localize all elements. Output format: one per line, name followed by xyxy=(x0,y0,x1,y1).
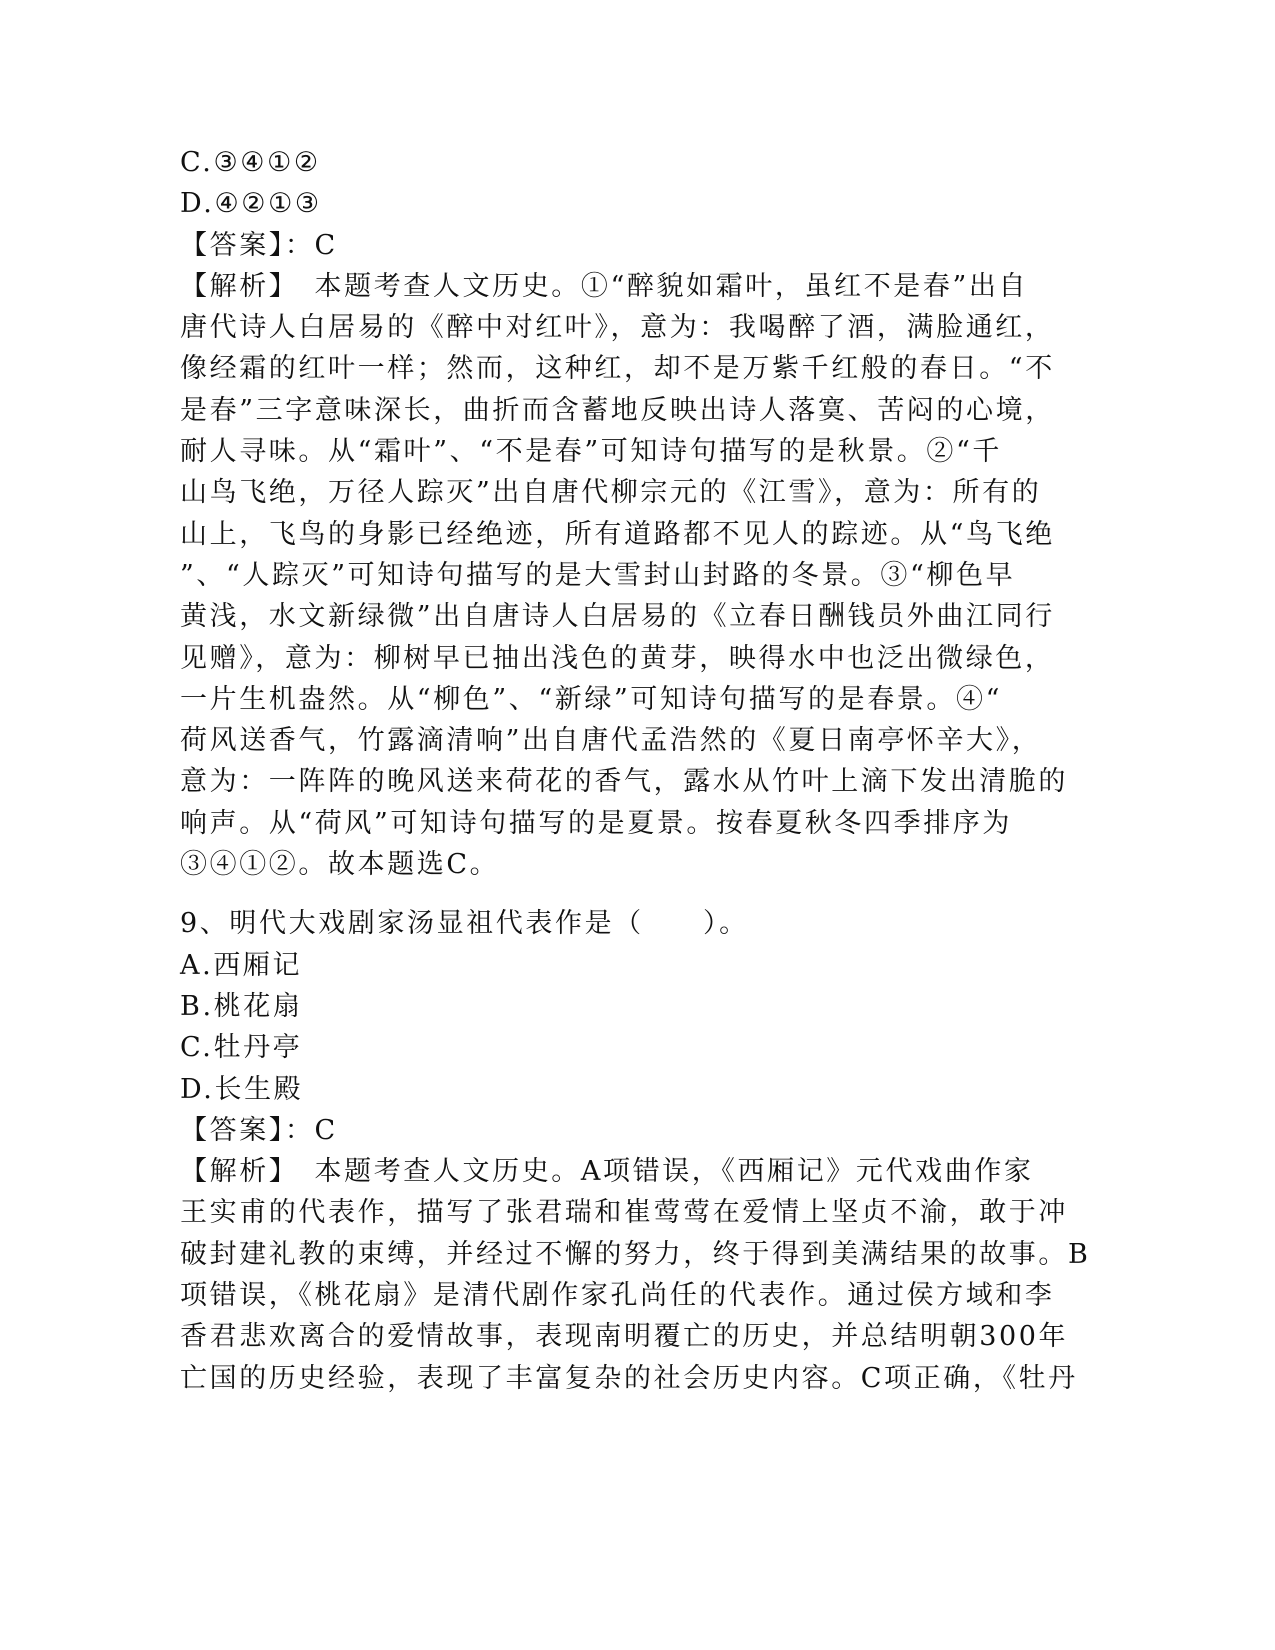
analysis-line: 亡国的历史经验，表现了丰富复杂的社会历史内容。C项正确，《牡丹 xyxy=(180,1362,1078,1394)
option-c: C.牡丹亭 xyxy=(180,1032,303,1064)
analysis-line: 意为：一阵阵的晚风送来荷花的香气，露水从竹叶上滴下发出清脆的 xyxy=(180,766,1068,798)
analysis-line: 是春”三字意味深长，曲折而含蓄地反映出诗人落寞、苦闷的心境， xyxy=(180,394,1055,426)
analysis-line: 荷风送香气，竹露滴清响”出自唐代孟浩然的《夏日南亭怀辛大》， xyxy=(180,725,1042,757)
analysis-line: 【解析】 本题考查人文历史。①“醉貌如霜叶，虽红不是春”出自 xyxy=(180,270,1029,302)
question-spacer xyxy=(180,885,1040,903)
analysis-line: 王实甫的代表作，描写了张君瑞和崔莺莺在爱情上坚贞不渝，敢于冲 xyxy=(180,1197,1068,1229)
analysis-block xyxy=(180,1151,1091,1399)
question-8-continuation xyxy=(180,142,1068,885)
document-page xyxy=(180,142,1091,1399)
analysis-line: 唐代诗人白居易的《醉中对红叶》，意为：我喝醉了酒，满脸通红， xyxy=(180,312,1055,344)
analysis-line: 【解析】 本题考查人文历史。A项错误，《西厢记》元代戏曲作家 xyxy=(180,1156,1034,1188)
analysis-line: ”、“人踪灭”可知诗句描写的是大雪封山封路的冬景。③“柳色早 xyxy=(180,559,1016,591)
analysis-line: 香君悲欢离合的爱情故事，表现南明覆亡的历史，并总结明朝300年 xyxy=(180,1321,1069,1353)
analysis-line: 耐人寻味。从“霜叶”、“不是春”可知诗句描写的是秋景。②“千 xyxy=(180,436,1003,468)
analysis-line: 见赠》，意为：柳树早已抽出浅色的黄芽，映得水中也泛出微绿色， xyxy=(180,642,1055,674)
analysis-line: 山上，飞鸟的身影已经绝迹，所有道路都不见人的踪迹。从“鸟飞绝 xyxy=(180,518,1055,550)
option-d: D.④②①③ xyxy=(180,188,322,220)
option-a: A.西厢记 xyxy=(180,949,303,981)
question-stem: 9、明代大戏剧家汤显祖代表作是（ ）。 xyxy=(180,908,749,940)
analysis-block xyxy=(180,266,1068,885)
option-b: B.桃花扇 xyxy=(180,990,303,1022)
analysis-line: 像经霜的红叶一样；然而，这种红，却不是万紫千红般的春日。“不 xyxy=(180,353,1055,385)
analysis-line: 一片生机盎然。从“柳色”、“新绿”可知诗句描写的是春景。④“ xyxy=(180,683,1003,715)
analysis-line: 项错误，《桃花扇》是清代剧作家孔尚任的代表作。通过侯方域和李 xyxy=(180,1280,1055,1312)
analysis-line: 黄浅，水文新绿微”出自唐诗人白居易的《立春日酬钱员外曲江同行 xyxy=(180,601,1055,633)
analysis-line: 山鸟飞绝，万径人踪灭”出自唐代柳宗元的《江雪》，意为：所有的 xyxy=(180,477,1042,509)
question-9 xyxy=(180,903,1091,1399)
answer-line: 【答案】：C xyxy=(180,229,338,261)
analysis-line: ③④①②。故本题选C。 xyxy=(180,849,500,881)
option-d: D.长生殿 xyxy=(180,1073,304,1105)
analysis-line: 破封建礼教的束缚，并经过不懈的努力，终于得到美满结果的故事。B xyxy=(180,1238,1091,1270)
option-c: C.③④①② xyxy=(180,147,321,178)
analysis-line: 响声。从“荷风”可知诗句描写的是夏景。按春夏秋冬四季排序为 xyxy=(180,807,1013,839)
answer-line: 【答案】：C xyxy=(180,1114,338,1146)
